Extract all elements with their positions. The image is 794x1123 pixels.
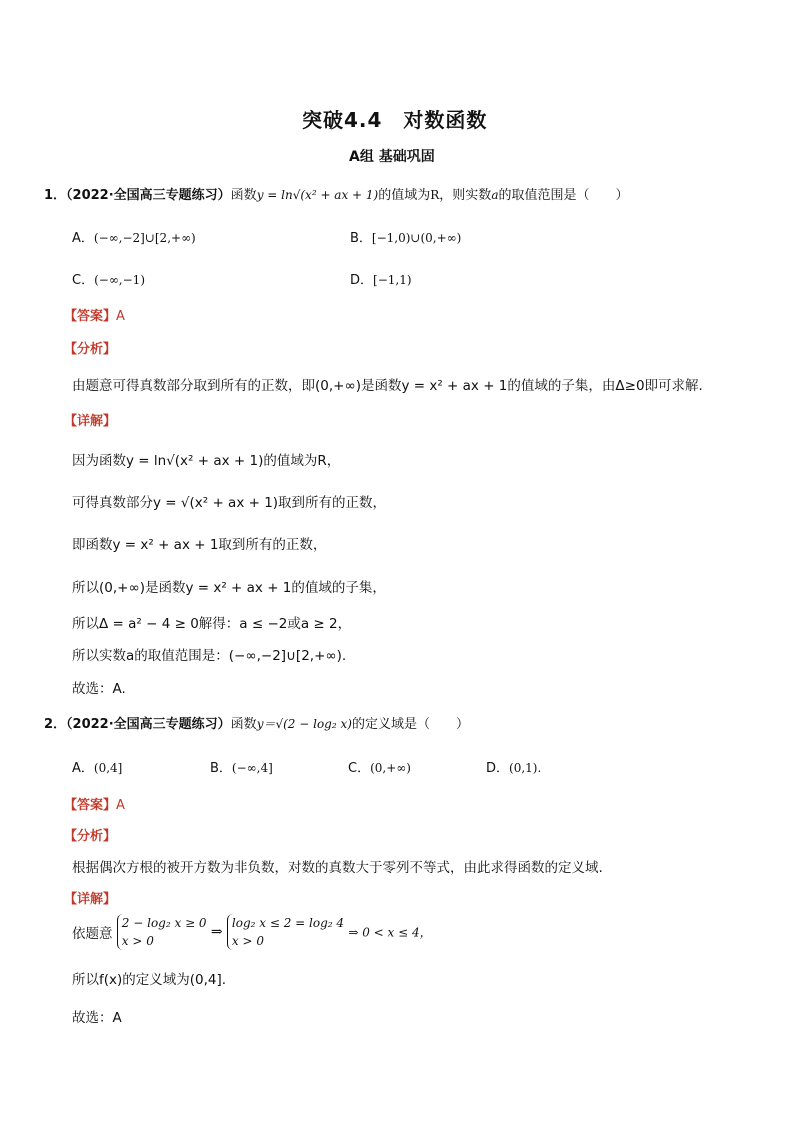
question-source: （2022·全国高三专题练习） [66, 717, 231, 732]
derivation-line: 依题意 2 − log₂ x ≥ 0 x > 0 ⇒ log₂ x ≤ 2 = log₂ 4 x > 0 ⇒ 0 < x ≤ 4， [72, 916, 432, 948]
answer-value: A [116, 309, 125, 324]
variable-a: a [491, 188, 499, 202]
option-d: D．(0,1). [486, 761, 542, 776]
analysis-text: 由题意可得真数部分取到所有的正数，即(0,+∞)是函数y = x² + ax + 1的值域的子集，由Δ≥0即可求解. [72, 378, 703, 394]
stem-text: ，则实数 [439, 188, 492, 203]
option-b: B．(−∞,4] [210, 761, 273, 776]
stem-text: 函数 [230, 188, 257, 203]
detail-line: 所以(0,+∞)是函数y = x² + ax + 1的值域的子集， [72, 580, 386, 596]
option-c: C．(−∞,−1) [72, 273, 145, 288]
analysis-text: 根据偶次方根的被开方数为非负数，对数的真数大于零列不等式，由此求得函数的定义域. [72, 860, 603, 876]
detail-line: 故选：A. [72, 681, 126, 697]
detail-line: 所以实数a的取值范围是：(−∞,−2]∪[2,+∞). [72, 648, 347, 664]
detail-line: 所以Δ = a² − 4 ≥ 0解得：a ≤ −2或a ≥ 2， [72, 616, 352, 632]
detail-line: 因为函数y = ln√(x² + ax + 1)的值域为R， [72, 453, 341, 469]
answer-tag: 【答案】A [64, 309, 125, 324]
option-a: A．(−∞,−2]∪[2,+∞) [72, 231, 196, 246]
question-source: （2022·全国高三专题练习） [66, 188, 231, 203]
option-a: A．(0,4] [72, 761, 123, 776]
option-b: B．[−1,0)∪(0,+∞) [350, 231, 462, 246]
inequality-system-1: 2 − log₂ x ≥ 0 x > 0 [117, 914, 207, 950]
answer-tag: 【答案】A [64, 798, 125, 813]
function-expression: y = ln√(x² + ax + 1) [256, 188, 379, 202]
group-heading: A组 基础巩固 [349, 149, 435, 165]
question-number: 2． [44, 717, 67, 732]
inequality-system-2: log₂ x ≤ 2 = log₂ 4 x > 0 [227, 914, 344, 950]
answer-value: A [116, 798, 125, 813]
question-number: 1． [44, 188, 67, 203]
detail-tag: 【详解】 [64, 414, 117, 429]
detail-line: 故选：A [72, 1010, 122, 1026]
question-1-stem [44, 184, 628, 203]
stem-text: 的取值范围是（ ） [498, 188, 629, 203]
detail-line: 可得真数部分y = √(x² + ax + 1)取到所有的正数， [72, 495, 387, 511]
detail-line: 即函数y = x² + ax + 1取到所有的正数， [72, 537, 327, 553]
range-symbol: R [430, 188, 440, 202]
function-expression: y＝√(2 − log₂ x) [256, 717, 352, 731]
detail-tag: 【详解】 [64, 892, 117, 907]
analysis-tag: 【分析】 [64, 342, 117, 357]
analysis-tag: 【分析】 [64, 829, 117, 844]
stem-text: 函数 [230, 717, 257, 732]
option-c: C．(0,+∞) [348, 761, 411, 776]
option-d: D．[−1,1) [350, 273, 412, 288]
stem-text: 的定义域是（ ） [351, 717, 469, 732]
detail-line: 所以f(x)的定义域为(0,4]. [72, 972, 227, 988]
question-2-stem [44, 713, 469, 732]
page-title: 突破4.4 对数函数 [302, 108, 488, 132]
stem-text: 的值域为 [378, 188, 431, 203]
